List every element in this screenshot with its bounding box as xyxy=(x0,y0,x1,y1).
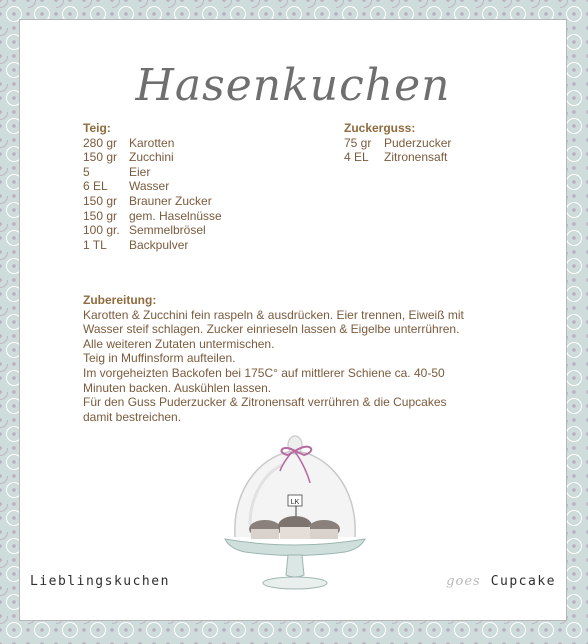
ingredient-row xyxy=(83,136,222,151)
ingredient-qty: 4 EL xyxy=(344,150,369,165)
preparation-step: Im vorgeheizten Backofen bei 175C° auf mittlerer Schiene ca. 40-50 Minuten backen. Auskühlen lassen. xyxy=(83,365,445,395)
footer-right-text: Cupcake xyxy=(490,574,556,589)
ingredient-name: gem. Haselnüsse xyxy=(129,208,222,223)
teig-heading: Teig: xyxy=(83,121,111,135)
ingredient-row xyxy=(83,209,222,224)
footer-goes-text: goes xyxy=(446,574,481,589)
ingredient-qty: 6 EL xyxy=(83,179,108,194)
ingredient-name: Karotten xyxy=(129,135,175,150)
ingredient-name: Puderzucker xyxy=(384,135,452,150)
ingredient-row xyxy=(83,165,222,180)
teig-ingredients xyxy=(83,121,222,252)
ingredient-row xyxy=(83,194,222,209)
preparation-step: Teig in Muffinsform aufteilen. xyxy=(83,351,236,366)
ingredient-qty: 5 xyxy=(83,164,90,179)
flag-label: LK xyxy=(290,499,300,506)
footer-right xyxy=(446,574,556,589)
recipe-title: Hasenkuchen xyxy=(135,60,451,111)
cake-stand-foot xyxy=(263,577,327,589)
ingredient-name: Zucchini xyxy=(129,150,174,165)
cake-plate xyxy=(225,539,365,556)
ingredient-name: Semmelbrösel xyxy=(129,223,206,238)
footer-left-text: Lieblingskuchen xyxy=(30,574,170,589)
ingredient-row xyxy=(344,136,451,151)
ingredient-qty: 1 TL xyxy=(83,237,107,252)
ingredient-row xyxy=(83,150,222,165)
ingredient-qty: 150 gr xyxy=(83,150,118,165)
ingredient-row xyxy=(83,223,222,238)
preparation-step: Für den Guss Puderzucker & Zitronensaft verrühren & die Cupcakes damit bestreichen. xyxy=(83,395,447,424)
ingredient-name: Wasser xyxy=(129,179,170,194)
zuckerguss-ingredients xyxy=(344,121,451,165)
ingredient-qty: 100 gr. xyxy=(83,223,120,238)
preparation-heading: Zubereitung: xyxy=(83,293,157,307)
ingredient-name: Zitronensaft xyxy=(384,150,448,165)
ingredient-name: Brauner Zucker xyxy=(129,193,212,208)
ingredient-qty: 150 gr xyxy=(83,193,118,208)
ingredient-name: Eier xyxy=(129,164,151,179)
ingredient-row xyxy=(344,150,451,165)
ingredient-row xyxy=(83,179,222,194)
zuckerguss-heading: Zuckerguss: xyxy=(344,121,416,135)
cake-stand-illustration xyxy=(210,425,380,600)
ingredient-row xyxy=(83,238,222,253)
ingredient-qty: 280 gr xyxy=(83,135,118,150)
cake-stand-stem xyxy=(286,555,304,577)
ingredient-qty: 75 gr xyxy=(344,135,372,150)
ingredient-name: Backpulver xyxy=(129,237,189,252)
ingredient-qty: 150 gr xyxy=(83,208,118,223)
preparation-step: Karotten & Zucchini fein raspeln & ausdrücken. Eier trennen, Eiweiß mit Wasser steif schlagen. Zucker einrieseln lassen & Eigelbe unterrühren. Alle weiteren Zutaten untermischen. xyxy=(83,307,464,351)
preparation-section xyxy=(83,293,473,424)
recipe-card xyxy=(20,20,566,620)
